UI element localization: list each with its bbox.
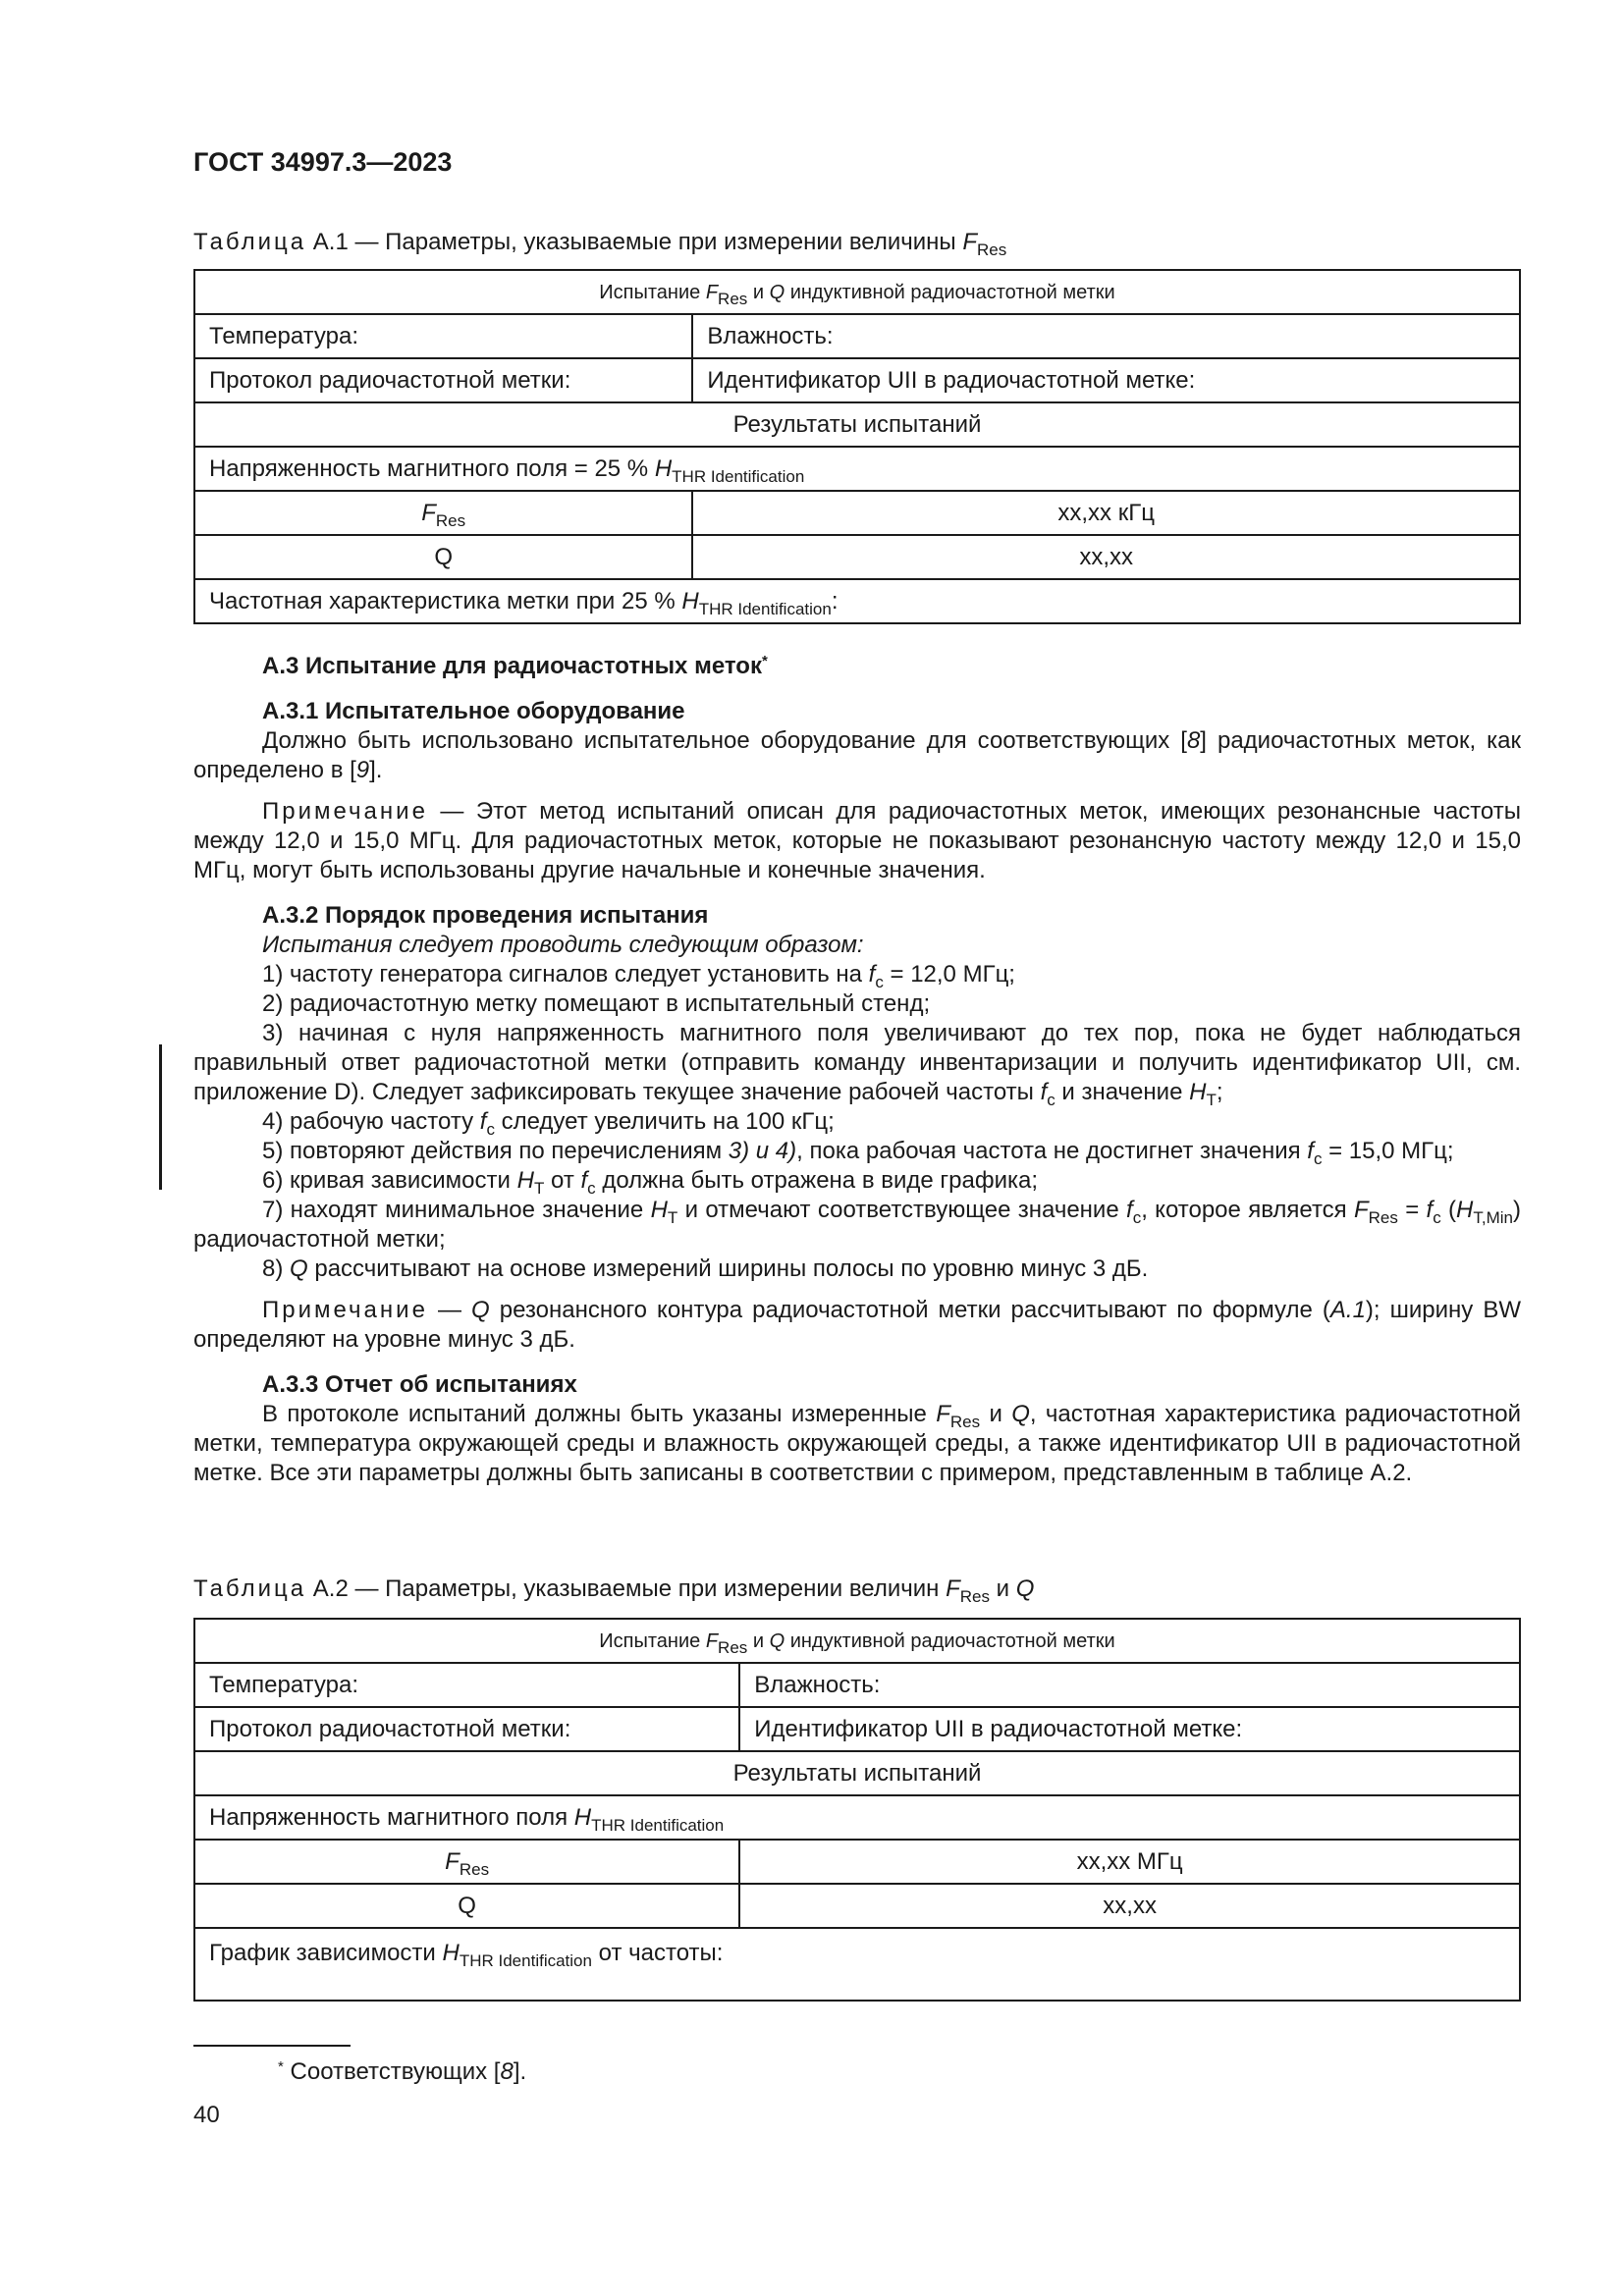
table-a1 [193, 269, 1521, 624]
table-row [194, 358, 1520, 402]
table1-q-label: Q [194, 535, 692, 579]
table2-results: Результаты испытаний [194, 1751, 1520, 1795]
revision-bar [159, 1044, 162, 1190]
page-number: 40 [193, 2102, 220, 2128]
table2-caption: Таблица А.2 — Параметры, указываемые при измерении величин $F_{Res}$ и Q [193, 1575, 1035, 1606]
table-row [194, 1840, 1520, 1884]
table1-frequency-response: Частотная характеристика метки при 25 % $H_{THR Identification}$: [194, 579, 1520, 623]
table1-temperature: Температура: [194, 314, 692, 358]
table1-identifier: Идентификатор UII в радиочастотной метке: [692, 358, 1520, 402]
table1-caption-word: Таблица [193, 229, 307, 255]
table-row [194, 1795, 1520, 1840]
table2-caption-word: Таблица [193, 1575, 307, 1602]
table2-q-value: xx,xx [739, 1884, 1520, 1928]
section-a3-title: А.3 Испытание для радиочастотных меток* [262, 653, 768, 679]
section-a31-title: А.3.1 Испытательное оборудование [262, 698, 685, 724]
table1-q-value: xx,xx [692, 535, 1520, 579]
table1-humidity: Влажность: [692, 314, 1520, 358]
table-row [194, 1884, 1520, 1928]
section-a31-text: Должно быть использовано испытательное оборудование для соответствующих [8] радиочастотных меток, как определено в [9]. [193, 727, 1521, 783]
table2-identifier: Идентификатор UII в радиочастотной метке: [739, 1707, 1520, 1751]
table-row [194, 1928, 1520, 2001]
table1-fres-value: xx,xx кГц [692, 491, 1520, 535]
table1-header: Испытание $F_{Res}$ и Q индуктивной радиочастотной метки [194, 270, 1520, 314]
table-row [194, 1751, 1520, 1795]
document-header: ГОСТ 34997.3—2023 [193, 147, 453, 177]
table1-header-row [194, 270, 1520, 314]
table1-field-strength: Напряженность магнитного поля = 25 % $H_{THR Identification}$ [194, 447, 1520, 491]
table2-temperature: Температура: [194, 1663, 739, 1707]
table2-q-label: Q [194, 1884, 739, 1928]
section-a33-title: А.3.3 Отчет об испытаниях [262, 1371, 577, 1398]
table-row [194, 535, 1520, 579]
list-item: 6) кривая зависимости $H_T$ от $f_c$ должна быть отражена в виде графика; [262, 1167, 1039, 1198]
table2-protocol: Протокол радиочастотной метки: [194, 1707, 739, 1751]
section-a32-title: А.3.2 Порядок проведения испытания [262, 902, 709, 929]
section-a32-intro: Испытания следует проводить следующим образом: [262, 932, 864, 958]
table-row [194, 402, 1520, 447]
list-item: 3) начиная с нуля напряженность магнитного поля увеличивают до тех пор, пока не будет наблюдаться правильный ответ радиочастотной метки (отправить команду инвентаризации и получить идентификатор UII, см. приложение D). Следует зафиксировать текущее значение рабочей частоты $f_c$ и значение $H_T$; [193, 1020, 1521, 1109]
list-item: 4) рабочую частоту $f_c$ следует увеличить на 100 кГц; [262, 1108, 835, 1139]
table-row [194, 1707, 1520, 1751]
section-a3 [193, 652, 1521, 1488]
list-item: 5) повторяют действия по перечислениям 3) и 4), пока рабочая частота не достигнет значения $f_c = 15,0$ МГц; [262, 1138, 1454, 1168]
list-item: 8) Q рассчитывают на основе измерений ширины полосы по уровню минус 3 дБ. [262, 1255, 1149, 1282]
note-2: Примечание — Q резонансного контура радиочастотной метки рассчитывают по формуле (А.1); ширину BW определяют на уровне минус 3 дБ. [193, 1297, 1521, 1353]
table2-field-strength: Напряженность магнитного поля $H_{THR Identification}$ [194, 1795, 1520, 1840]
list-item: 1) частоту генератора сигналов следует установить на $f_c = 12,0$ МГц; [262, 961, 1015, 991]
list-item: 2) радиочастотную метку помещают в испытательный стенд; [262, 990, 931, 1017]
table1-caption: Таблица А.1 — Параметры, указываемые при измерении величины $F_{Res}$ [193, 229, 1007, 259]
section-a33-text: В протоколе испытаний должны быть указаны измеренные $F_{Res}$ и Q, частотная характеристика радиочастотной метки, температура окружающей среды и влажность окружающей среды, а также идентификатор UII в радиочастотной метке. Все эти параметры должны быть записаны в соответствии с примером, представленным в таблице А.2. [193, 1401, 1521, 1486]
table-row [194, 447, 1520, 491]
footnote-rule [193, 2045, 351, 2047]
footnote: * Соответствующих [8]. [278, 2058, 527, 2085]
table2-fres-value: xx,xx МГц [739, 1840, 1520, 1884]
table2-header: Испытание $F_{Res}$ и Q индуктивной радиочастотной метки [194, 1619, 1520, 1663]
table1-results: Результаты испытаний [194, 402, 1520, 447]
table1-protocol: Протокол радиочастотной метки: [194, 358, 692, 402]
table1-fres-label: $F_{Res}$ [194, 491, 692, 535]
table-row [194, 1663, 1520, 1707]
note-1: Примечание — Этот метод испытаний описан для радиочастотных меток, имеющих резонансные частоты между 12,0 и 15,0 МГц. Для радиочастотных меток, которые не показывают резонансную частоту между 12,0 и 15,0 МГц, могут быть использованы другие начальные и конечные значения. [193, 798, 1521, 883]
table2-header-row [194, 1619, 1520, 1663]
list-item: 7) находят минимальное значение $H_T$ и отмечают соответствующее значение $f_c$, которое является $F_{Res} = f_c$ $(H_{T,Min})$ радиочастотной метки; [193, 1197, 1521, 1253]
table-row [194, 579, 1520, 623]
table-a2 [193, 1618, 1521, 2002]
table-row [194, 314, 1520, 358]
table2-fres-label: $F_{Res}$ [194, 1840, 739, 1884]
table2-graph: График зависимости $H_{THR Identification}$ от частоты: [194, 1928, 1520, 2001]
table2-humidity: Влажность: [739, 1663, 1520, 1707]
table-row [194, 491, 1520, 535]
